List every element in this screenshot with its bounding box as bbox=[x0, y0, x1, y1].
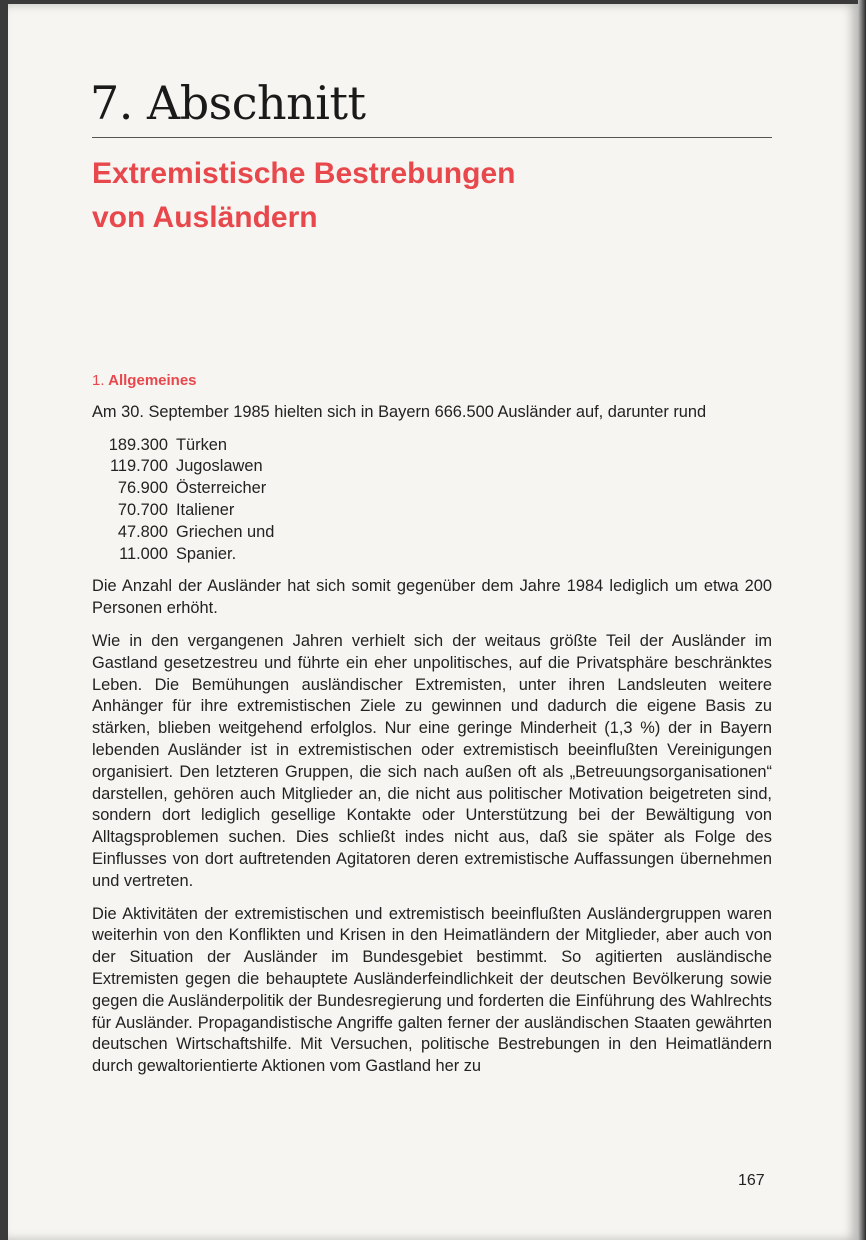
list-count: 119.700 bbox=[109, 457, 168, 476]
body-text bbox=[92, 370, 772, 1089]
intro-paragraph: Am 30. September 1985 hielten sich in Bayern 666.500 Ausländer auf, darunter rund bbox=[92, 402, 707, 421]
subtitle-line-2: von Ausländern bbox=[92, 201, 318, 234]
list-item bbox=[92, 456, 772, 478]
title-rule bbox=[92, 137, 772, 138]
list-count: 47.800 bbox=[117, 522, 168, 541]
section-title: Allgemeines bbox=[108, 372, 197, 389]
list-item bbox=[92, 500, 772, 522]
paragraph-1: Die Anzahl der Ausländer hat sich somit gegenüber dem Jahre 1984 lediglich um etwa 200 Personen erhöht. bbox=[92, 577, 772, 618]
page-number: 167 bbox=[738, 1172, 765, 1189]
paragraph-2: Wie in den vergangenen Jahren verhielt sich der weitaus größte Teil der Ausländer im Gastland gesetzestreu und führte ein eher unpolitisches, auf die Privatsphäre beschränktes Leben. Die Bemühungen ausländischer Extremisten, unter ihren Landsleuten weitere Anhänger für ihre extremistischen Ziele zu gewinnen und dadurch die eigene Basis zu stärken, blieben weitgehend erfolglos. Nur eine geringe Minderheit (1,3 %) der in Bayern lebenden Ausländer ist in extremistischen oder extremistisch beeinflußten Vereinigungen organisiert. Den letzteren Gruppen, die sich nach außen oft als „Betreuungsorganisationen“ darstellen, gehören auch Mitglieder an, die nicht aus politischer Motivation beigetreten sind, sondern dort lediglich gesellige Kontakte oder Unterstützung bei der Bewältigung von Alltagsproblemen suchen. Dies schließt indes nicht aus, daß sie später als Folge des Einflusses von dort auftretenden Agitatoren deren extremistische Auffassungen übernehmen und vertreten. bbox=[92, 631, 772, 890]
list-count: 189.300 bbox=[108, 435, 168, 454]
list-count: 11.000 bbox=[119, 544, 168, 563]
paragraph-3: Die Aktivitäten der extremistischen und extremistisch beeinflußten Ausländergruppen waren weiterhin von den Konflikten und Krisen in den Heimatländern der Mitglieder, aber auch von der Situation der Ausländer im Bundesgebiet bestimmt. So agitierten ausländische Extremisten gegen die behauptete Ausländerfeindlichkeit der deutschen Bevölkerung sowie gegen die Ausländerpolitik der Bundesregierung und forderten die Einführung des Wahlrechts für Ausländer. Propagandistische Angriffe galten ferner der ausländischen Staaten gewährten deutschen Wirtschaftshilfe. Mit Versuchen, politische Bestrebungen in den Heimatländern durch gewaltorientierte Aktionen vom Gastland her zu bbox=[92, 904, 772, 1076]
chapter-title: 7. Abschnitt bbox=[90, 76, 366, 130]
list-item bbox=[92, 544, 772, 566]
section-number: 1. bbox=[92, 372, 105, 389]
list-label: Italiener bbox=[176, 500, 235, 519]
list-label: Griechen und bbox=[176, 522, 275, 541]
section-heading bbox=[92, 370, 772, 392]
list-label: Türken bbox=[176, 435, 228, 454]
list-item bbox=[92, 478, 772, 500]
page-edge-shadow bbox=[858, 0, 866, 1240]
list-count: 70.700 bbox=[117, 500, 168, 519]
book-page bbox=[8, 4, 858, 1240]
subtitle-line-1: Extremistische Bestrebungen bbox=[92, 157, 516, 190]
list-count: 76.900 bbox=[117, 479, 168, 498]
list-label: Österreicher bbox=[176, 479, 267, 498]
list-label: Jugoslawen bbox=[176, 457, 263, 476]
list-label: Spanier. bbox=[176, 544, 237, 563]
list-item bbox=[92, 522, 772, 544]
chapter-subtitle bbox=[92, 152, 515, 240]
nationality-list bbox=[92, 435, 772, 566]
list-item bbox=[92, 435, 772, 457]
